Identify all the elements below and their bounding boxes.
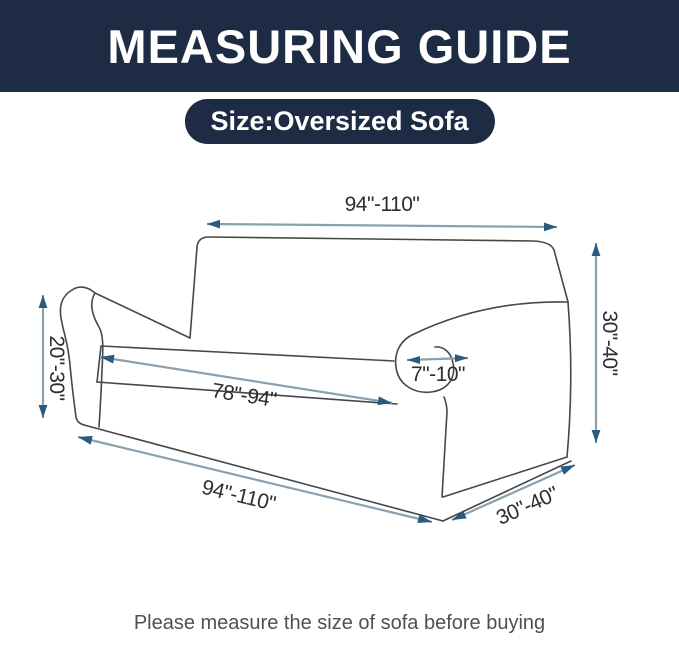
sofa-outline-drawing bbox=[60, 237, 571, 521]
sofa-seat-cushion-left-edge bbox=[97, 346, 101, 382]
dimension-label-seat-width: 78"-94" bbox=[210, 379, 278, 412]
arrowhead-left-icon bbox=[207, 220, 220, 229]
dimension-label-top-width: 94"-110" bbox=[344, 193, 420, 216]
header-banner bbox=[0, 0, 679, 92]
dimension-seat-width bbox=[100, 355, 392, 412]
arrowhead-right-icon bbox=[455, 354, 468, 362]
sofa-right-arm-inner-edge bbox=[442, 397, 447, 497]
sofa-left-arm-inner-edge bbox=[92, 293, 103, 427]
footer-note: Please measure the size of sofa before buying bbox=[133, 612, 546, 634]
dimension-line bbox=[207, 224, 557, 227]
arrowhead-right-icon bbox=[544, 223, 557, 232]
dimension-bottom-width bbox=[78, 436, 432, 523]
dimension-top-width bbox=[207, 193, 557, 231]
dimension-label-overall-height: 30"-40" bbox=[598, 310, 621, 376]
dimension-label-back-height: 20"-30" bbox=[45, 335, 68, 401]
arrowhead-left-icon bbox=[78, 436, 93, 445]
sofa-left-arm-roll-top bbox=[72, 287, 95, 293]
arrowhead-right-icon bbox=[560, 465, 575, 475]
arrowhead-up-icon bbox=[39, 295, 48, 308]
sofa-right-arm-outer-edge bbox=[567, 302, 571, 457]
dimension-label-arm-width: 7"-10" bbox=[411, 363, 465, 386]
sofa-measurement-diagram bbox=[0, 150, 679, 610]
page-title: MEASURING GUIDE bbox=[107, 19, 572, 73]
dimension-arm-width bbox=[407, 354, 468, 386]
arrowhead-down-icon bbox=[39, 405, 48, 418]
sofa-backrest bbox=[190, 237, 568, 338]
sofa-left-arm-top-edge bbox=[95, 293, 190, 338]
dimension-label-depth: 30"-40" bbox=[492, 482, 562, 530]
sofa-right-arm-top-edge bbox=[414, 302, 568, 334]
size-badge bbox=[184, 99, 494, 144]
sofa-seat-cushion-top-edge bbox=[101, 346, 394, 361]
arrowhead-up-icon bbox=[592, 243, 601, 256]
dimension-label-bottom-width: 94"-110" bbox=[199, 475, 278, 516]
size-badge-label: Size:Oversized Sofa bbox=[210, 106, 469, 136]
dimension-back-height bbox=[39, 295, 68, 418]
arrowhead-down-icon bbox=[592, 430, 601, 443]
dimension-overall-height bbox=[592, 243, 621, 443]
